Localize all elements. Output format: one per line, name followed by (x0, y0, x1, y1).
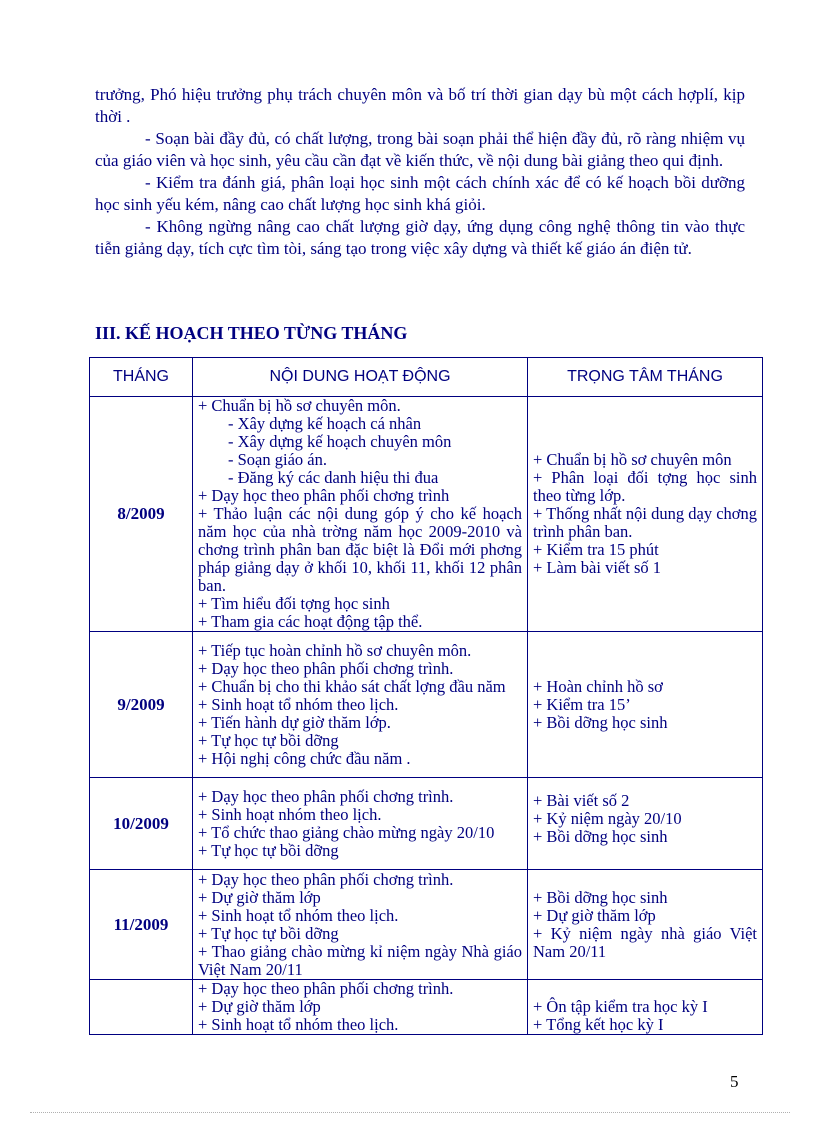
focus-item: + Kỷ niệm ngày 20/10 (533, 809, 682, 828)
activity-item: - Soạn giáo án. (228, 450, 327, 469)
activity-item: + Tiếp tục hoàn chỉnh hồ sơ chuyên môn. (198, 640, 472, 660)
activity-item: + Tự học tự bồi dỡng (198, 840, 339, 860)
activity-item: + Tiến hành dự giờ thăm lớp. (198, 712, 391, 732)
activity-item: + Dự giờ thăm lớp (198, 887, 321, 907)
focus-item: + Bồi dỡng học sinh (533, 827, 668, 846)
focus-item: + Dự giờ thăm lớp (533, 905, 656, 925)
activities-cell (193, 632, 528, 778)
activities-cell (193, 980, 528, 1035)
paragraph-3: - Kiểm tra đánh giá, phân loại học sinh một cách chính xác để có kế hoạch bồi dưỡng học sinh yếu kém, nâng cao chất lượng học sinh khá giỏi. (95, 173, 745, 214)
activity-item: + Tổ chức thao giảng chào mừng ngày 20/10 (198, 822, 495, 842)
paragraph-4: - Không ngừng nâng cao chất lượng giờ dạy, ứng dụng công nghệ thông tin vào thực tiễn giảng dạy, tích cực tìm tòi, sáng tạo trong việc xây dựng và thiết kế giáo án điện tử. (95, 217, 745, 258)
focus-cell (528, 632, 763, 778)
activity-item: + Sinh hoạt nhóm theo lịch. (198, 804, 382, 824)
focus-item: + Kiểm tra 15’ (533, 694, 631, 714)
month-cell: 11/2009 (90, 870, 193, 980)
activity-item: + Tự học tự bồi dỡng (198, 730, 339, 750)
activities-cell (193, 397, 528, 632)
activity-item: - Xây dựng kế hoạch chuyên môn (228, 432, 452, 451)
activity-item: + Dạy học theo phân phối chơng trình. (198, 786, 454, 806)
month-cell: 8/2009 (90, 397, 193, 632)
focus-item: + Chuẩn bị hồ sơ chuyên môn (533, 450, 732, 469)
activity-item: + Dạy học theo phân phối chơng trình. (198, 658, 454, 678)
paragraph-2: - Soạn bài đầy đủ, có chất lượng, trong bài soạn phải thể hiện đầy đủ, rõ ràng nhiệm vụ của giáo viên và học sinh, yêu cầu cần đạt về kiến thức, về nội dung bài giảng theo qui định. (95, 129, 745, 170)
focus-item: + Ôn tập kiểm tra học kỳ I (533, 997, 708, 1016)
table-row (90, 980, 763, 1035)
header-month: THÁNG (90, 358, 193, 397)
focus-cell (528, 870, 763, 980)
paragraph-1: trưởng, Phó hiệu trưởng phụ trách chuyên môn và bố trí thời gian dạy bù một cách hợplí, kịp thời . (95, 85, 745, 126)
focus-item: + Hoàn chỉnh hồ sơ (533, 676, 663, 696)
activities-cell (193, 870, 528, 980)
table-row (90, 778, 763, 870)
focus-item: + Làm bài viết số 1 (533, 558, 661, 577)
focus-cell (528, 397, 763, 632)
activity-item: + Dạy học theo phân phối chơng trình (198, 486, 450, 505)
focus-item: + Bồi dỡng học sinh (533, 712, 668, 732)
activity-item: + Sinh hoạt tổ nhóm theo lịch. (198, 694, 399, 714)
table-row (90, 397, 763, 632)
section-heading: III. KẾ HOẠCH THEO TỪNG THÁNG (95, 323, 408, 343)
activity-item: - Xây dựng kế hoạch cá nhân (228, 414, 422, 433)
activity-item: + Tham gia các hoạt động tập thể. (198, 612, 423, 631)
table-row (90, 632, 763, 778)
focus-item: + Thống nhất nội dung dạy chơng trình phân ban. (533, 504, 757, 541)
table-row (90, 870, 763, 980)
activity-item: + Sinh hoạt tổ nhóm theo lịch. (198, 905, 399, 925)
table-header-row (90, 358, 763, 397)
focus-cell (528, 980, 763, 1035)
activity-item: + Tự học tự bồi dỡng (198, 923, 339, 943)
page-number: 5 (730, 1072, 739, 1091)
monthly-plan-table (89, 357, 763, 1035)
activity-item: + Dạy học theo phân phối chơng trình. (198, 979, 454, 998)
activity-item: + Dự giờ thăm lớp (198, 997, 321, 1016)
header-activities: NỘI DUNG HOẠT ĐỘNG (193, 358, 528, 397)
focus-cell (528, 778, 763, 870)
focus-item: + Kỷ niệm ngày nhà giáo Việt Nam 20/11 (533, 923, 757, 961)
focus-item: + Bồi dỡng học sinh (533, 887, 668, 907)
activity-item: - Đăng ký các danh hiệu thi đua (228, 468, 439, 487)
activity-item: + Thảo luận các nội dung góp ý cho kế hoạch năm học của nhà trờng năm học 2009-2010 và chơng trình phân ban đặc biệt là Đổi mới phơng pháp giảng dạy ở khối 10, khối 11, khối 12 phân ban. (198, 504, 522, 595)
activity-item: + Thao giảng chào mừng kỉ niệm ngày Nhà giáo Việt Nam 20/11 (198, 941, 522, 979)
page-bottom-divider (30, 1112, 790, 1113)
activity-item: + Hội nghị công chức đầu năm . (198, 748, 411, 768)
header-focus: TRỌNG TÂM THÁNG (528, 358, 763, 397)
activity-item: + Dạy học theo phân phối chơng trình. (198, 869, 454, 889)
activity-item: + Tìm hiểu đối tợng học sinh (198, 594, 390, 613)
focus-item: + Tổng kết học kỳ I (533, 1015, 664, 1034)
activity-item: + Chuẩn bị hồ sơ chuyên môn. (198, 396, 401, 415)
month-cell: 9/2009 (90, 632, 193, 778)
focus-item: + Kiểm tra 15 phút (533, 540, 659, 559)
focus-item: + Phân loại đối tợng học sinh theo từng lớp. (533, 468, 757, 505)
intro-text (95, 84, 745, 260)
activities-cell (193, 778, 528, 870)
focus-item: + Bài viết số 2 (533, 791, 630, 810)
month-cell (90, 980, 193, 1035)
month-cell: 10/2009 (90, 778, 193, 870)
activity-item: + Sinh hoạt tổ nhóm theo lịch. (198, 1015, 399, 1034)
activity-item: + Chuẩn bị cho thi khảo sát chất lợng đầu năm (198, 676, 506, 696)
